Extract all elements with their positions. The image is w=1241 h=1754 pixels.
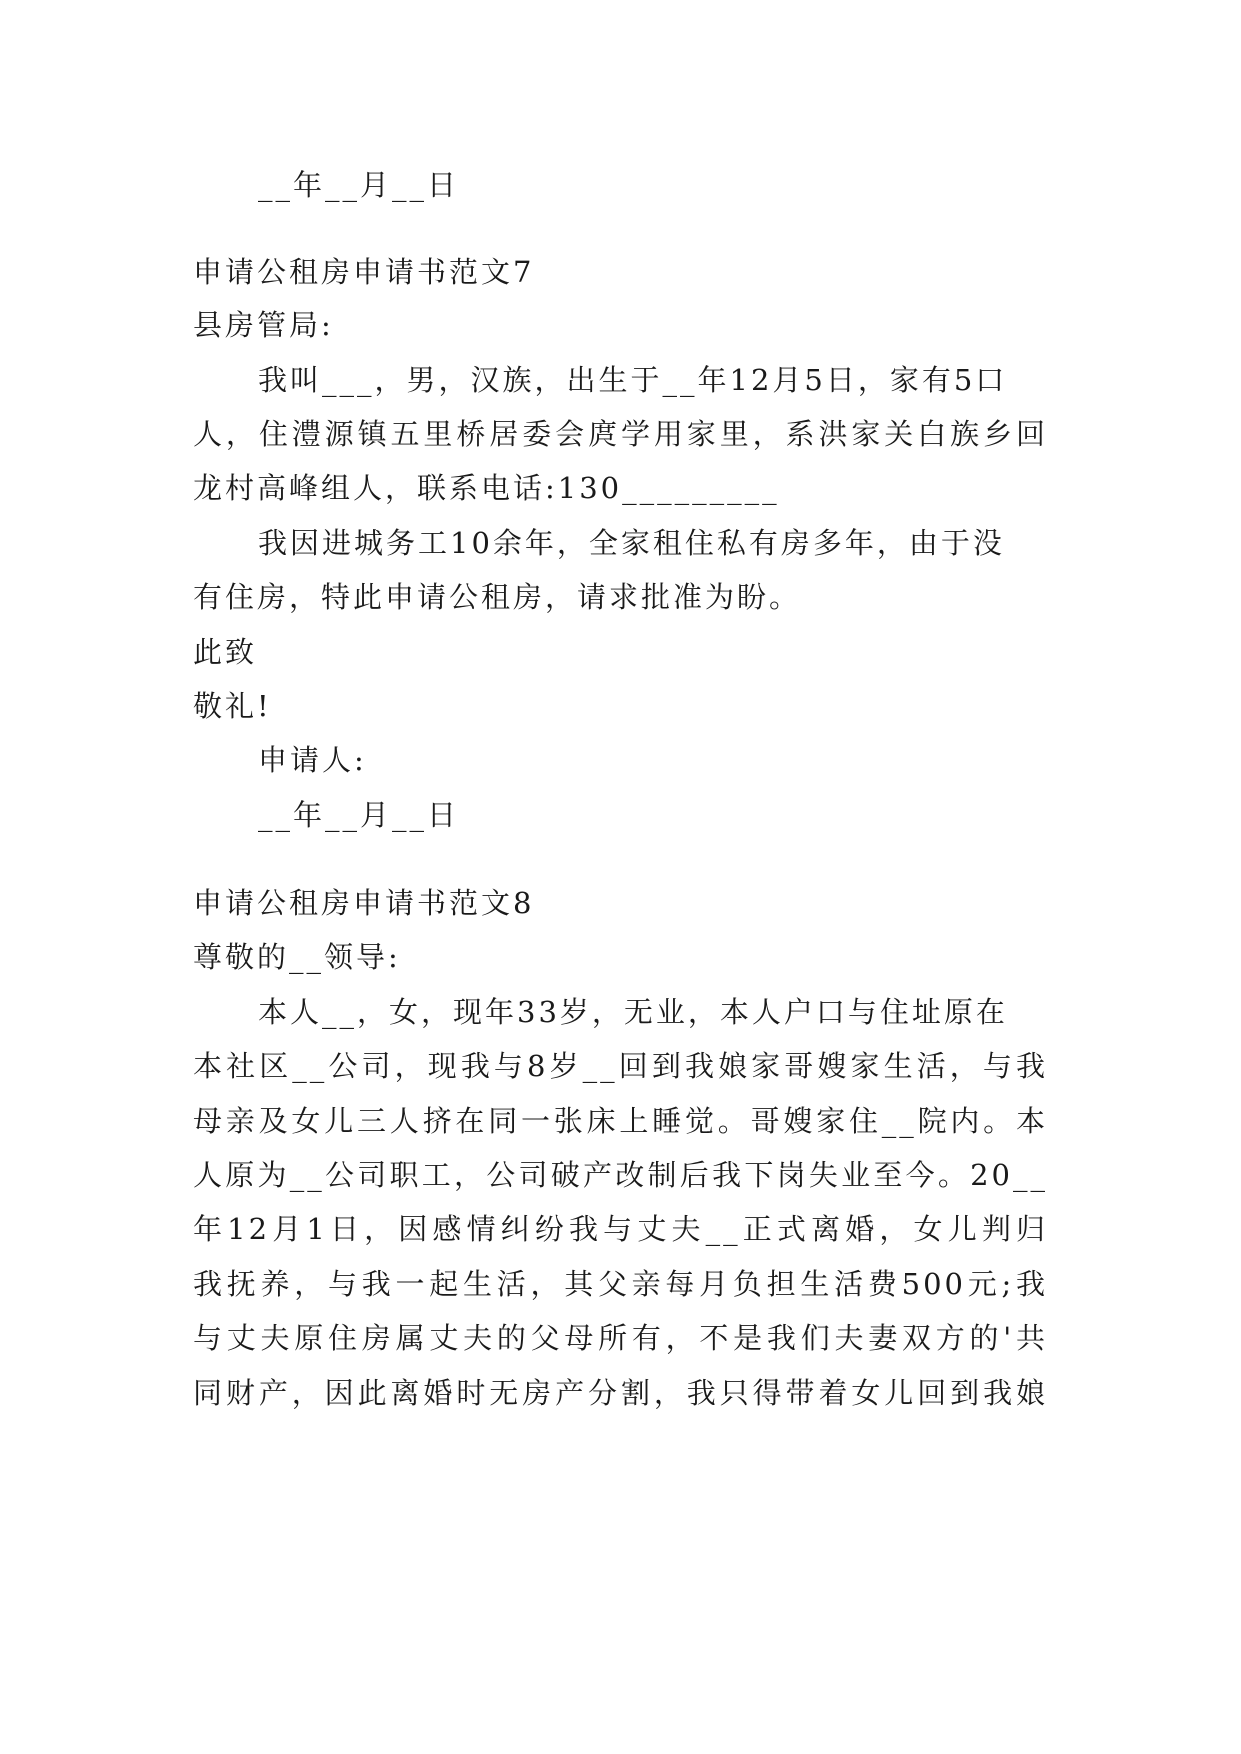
paragraph-line: 本社区__公司，现我与8岁__回到我娘家哥嫂家生活，与我 xyxy=(193,1049,1048,1083)
recipient-8: 尊敬的__领导: xyxy=(193,940,401,974)
paragraph-line: 我因进城务工10余年，全家租住私有房多年，由于没 xyxy=(258,526,1005,560)
closing-jingli: 敬礼! xyxy=(193,689,272,723)
paragraph-line: 龙村高峰组人，联系电话:130_________ xyxy=(193,471,780,505)
paragraph-line: 与丈夫原住房属丈夫的父母所有，不是我们夫妻双方的'共 xyxy=(193,1321,1048,1355)
paragraph-line: 同财产，因此离婚时无房产分割，我只得带着女儿回到我娘 xyxy=(193,1376,1048,1410)
paragraph-line: 本人__，女，现年33岁，无业，本人户口与住址原在 xyxy=(258,995,1008,1029)
paragraph-line: 我抚养，与我一起生活，其父亲每月负担生活费500元;我 xyxy=(193,1267,1048,1301)
section-title-8: 申请公租房申请书范文8 xyxy=(193,886,535,920)
date-line: __年__月__日 xyxy=(258,798,460,832)
paragraph-line: 人，住澧源镇五里桥居委会庹学用家里，系洪家关白族乡回 xyxy=(193,417,1048,451)
paragraph-line: 有住房，特此申请公租房，请求批准为盼。 xyxy=(193,580,802,614)
paragraph-line: 我叫___，男，汉族，出生于__年12月5日，家有5口 xyxy=(258,363,1008,397)
paragraph-line: 母亲及女儿三人挤在同一张床上睡觉。哥嫂家住__院内。本 xyxy=(193,1104,1048,1138)
paragraph-line: 年12月1日，因感情纠纷我与丈夫__正式离婚，女儿判归 xyxy=(193,1212,1048,1246)
applicant-label: 申请人: xyxy=(258,743,367,777)
date-line-top: __年__月__日 xyxy=(258,168,460,202)
recipient-7: 县房管局: xyxy=(193,308,334,342)
paragraph-line: 人原为__公司职工，公司破产改制后我下岗失业至今。20__ xyxy=(193,1158,1048,1192)
closing-cizhi: 此致 xyxy=(193,635,258,669)
section-title-7: 申请公租房申请书范文7 xyxy=(193,255,535,289)
